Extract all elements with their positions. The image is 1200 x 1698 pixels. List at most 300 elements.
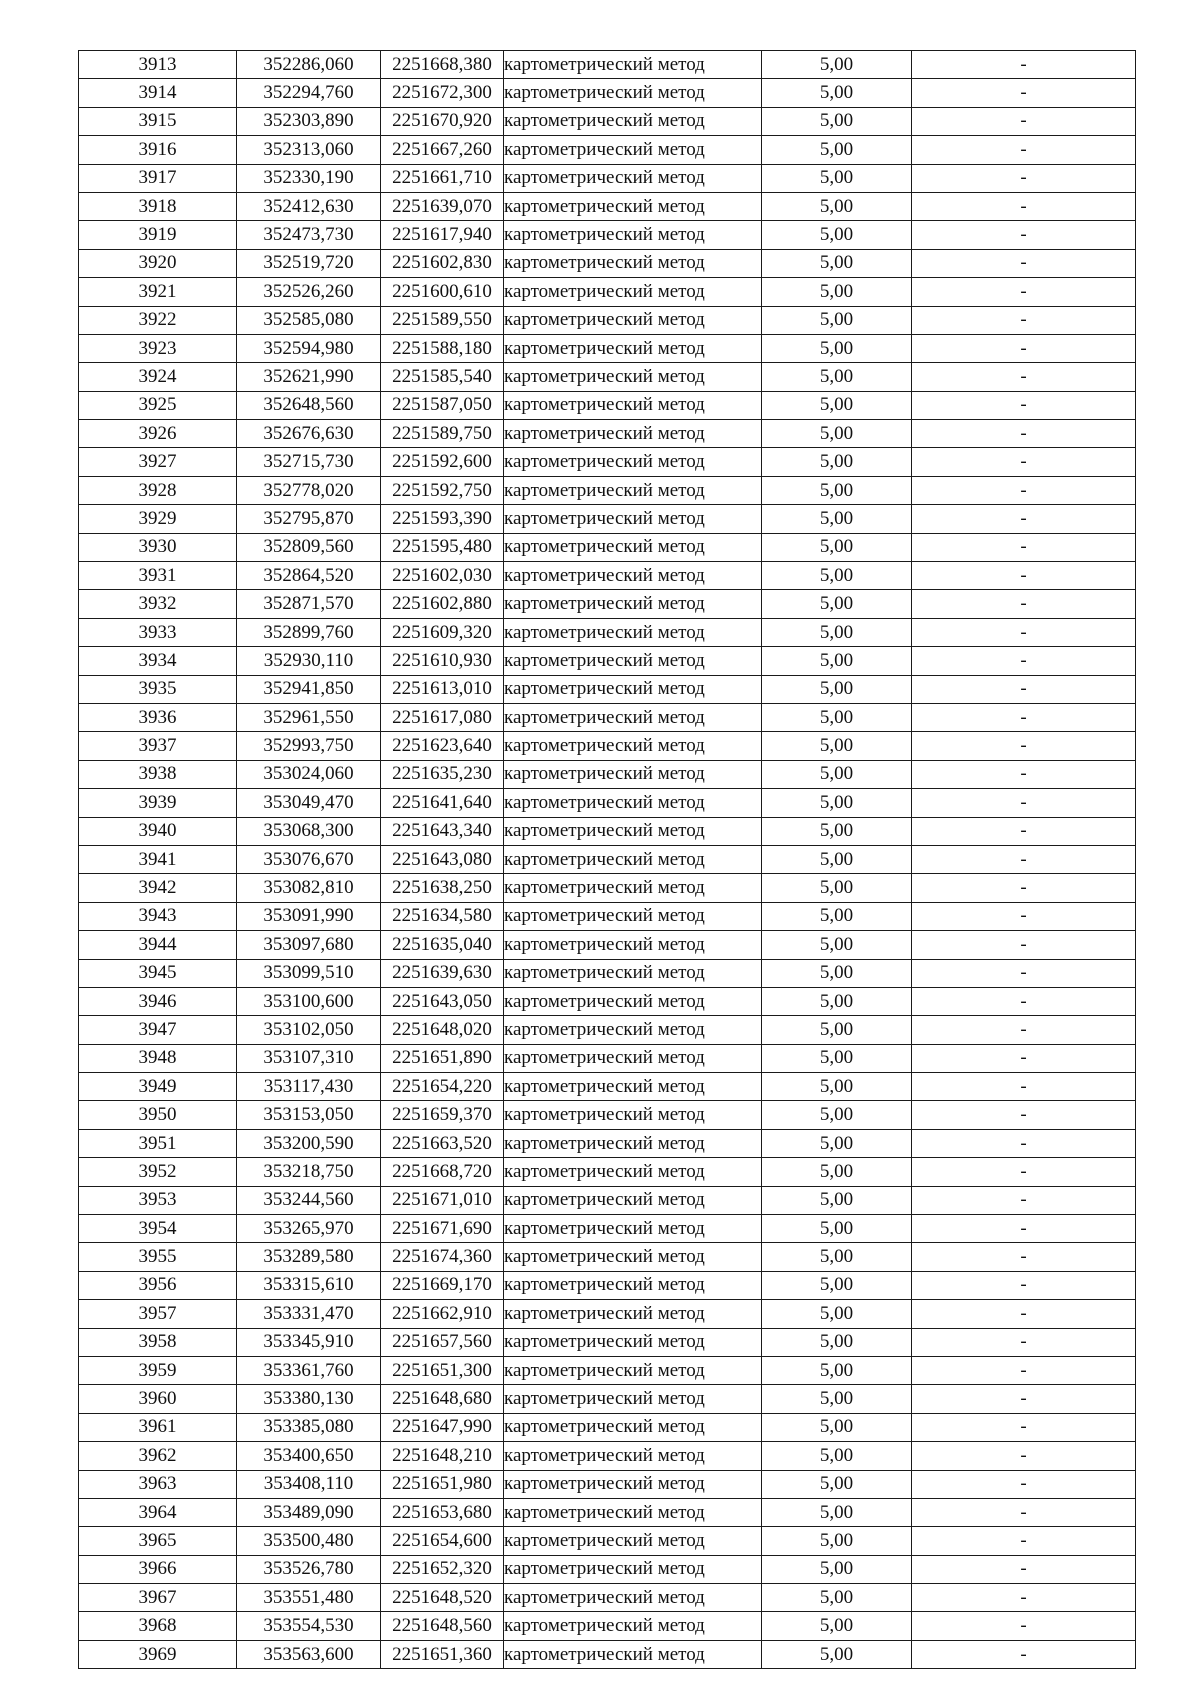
- y-coordinate-cell: 2251651,890: [381, 1044, 504, 1072]
- x-coordinate-cell: 352930,110: [237, 647, 381, 675]
- point-number-cell: 3918: [79, 192, 237, 220]
- x-coordinate-cell: 352961,550: [237, 703, 381, 731]
- accuracy-cell: 5,00: [762, 533, 912, 561]
- note-cell: -: [912, 1129, 1136, 1157]
- method-cell: картометрический метод: [504, 1101, 762, 1129]
- note-cell: -: [912, 902, 1136, 930]
- method-cell: картометрический метод: [504, 79, 762, 107]
- table-row: [79, 1385, 1136, 1413]
- table-row: [79, 192, 1136, 220]
- method-cell: картометрический метод: [504, 1271, 762, 1299]
- accuracy-cell: 5,00: [762, 51, 912, 79]
- y-coordinate-cell: 2251585,540: [381, 363, 504, 391]
- point-number-cell: 3962: [79, 1442, 237, 1470]
- note-cell: -: [912, 1612, 1136, 1640]
- accuracy-cell: 5,00: [762, 618, 912, 646]
- point-number-cell: 3940: [79, 817, 237, 845]
- accuracy-cell: 5,00: [762, 817, 912, 845]
- accuracy-cell: 5,00: [762, 874, 912, 902]
- note-cell: -: [912, 845, 1136, 873]
- method-cell: картометрический метод: [504, 1300, 762, 1328]
- point-number-cell: 3963: [79, 1470, 237, 1498]
- table-row: [79, 874, 1136, 902]
- table-row: [79, 505, 1136, 533]
- point-number-cell: 3919: [79, 221, 237, 249]
- x-coordinate-cell: 353289,580: [237, 1243, 381, 1271]
- point-number-cell: 3920: [79, 249, 237, 277]
- table-row: [79, 1555, 1136, 1583]
- table-row: [79, 221, 1136, 249]
- x-coordinate-cell: 353091,990: [237, 902, 381, 930]
- table-row: [79, 902, 1136, 930]
- note-cell: -: [912, 647, 1136, 675]
- accuracy-cell: 5,00: [762, 1640, 912, 1668]
- note-cell: -: [912, 1101, 1136, 1129]
- table-row: [79, 1584, 1136, 1612]
- method-cell: картометрический метод: [504, 1129, 762, 1157]
- method-cell: картометрический метод: [504, 1215, 762, 1243]
- x-coordinate-cell: 353153,050: [237, 1101, 381, 1129]
- method-cell: картометрический метод: [504, 1640, 762, 1668]
- note-cell: -: [912, 420, 1136, 448]
- point-number-cell: 3927: [79, 448, 237, 476]
- method-cell: картометрический метод: [504, 306, 762, 334]
- table-row: [79, 1073, 1136, 1101]
- accuracy-cell: 5,00: [762, 1470, 912, 1498]
- point-number-cell: 3933: [79, 618, 237, 646]
- point-number-cell: 3967: [79, 1584, 237, 1612]
- x-coordinate-cell: 352330,190: [237, 164, 381, 192]
- method-cell: картометрический метод: [504, 590, 762, 618]
- table-row: [79, 334, 1136, 362]
- coordinates-table-body: [79, 51, 1136, 1669]
- method-cell: картометрический метод: [504, 1612, 762, 1640]
- point-number-cell: 3926: [79, 420, 237, 448]
- y-coordinate-cell: 2251667,260: [381, 136, 504, 164]
- point-number-cell: 3946: [79, 987, 237, 1015]
- note-cell: -: [912, 931, 1136, 959]
- table-row: [79, 79, 1136, 107]
- x-coordinate-cell: 352648,560: [237, 391, 381, 419]
- table-row: [79, 1470, 1136, 1498]
- x-coordinate-cell: 352473,730: [237, 221, 381, 249]
- note-cell: -: [912, 1044, 1136, 1072]
- accuracy-cell: 5,00: [762, 760, 912, 788]
- accuracy-cell: 5,00: [762, 1498, 912, 1526]
- method-cell: картометрический метод: [504, 760, 762, 788]
- y-coordinate-cell: 2251648,680: [381, 1385, 504, 1413]
- accuracy-cell: 5,00: [762, 732, 912, 760]
- method-cell: картометрический метод: [504, 420, 762, 448]
- point-number-cell: 3945: [79, 959, 237, 987]
- y-coordinate-cell: 2251662,910: [381, 1300, 504, 1328]
- point-number-cell: 3959: [79, 1356, 237, 1384]
- y-coordinate-cell: 2251638,250: [381, 874, 504, 902]
- table-row: [79, 845, 1136, 873]
- note-cell: -: [912, 817, 1136, 845]
- note-cell: -: [912, 51, 1136, 79]
- y-coordinate-cell: 2251648,210: [381, 1442, 504, 1470]
- point-number-cell: 3955: [79, 1243, 237, 1271]
- table-row: [79, 618, 1136, 646]
- accuracy-cell: 5,00: [762, 249, 912, 277]
- point-number-cell: 3930: [79, 533, 237, 561]
- accuracy-cell: 5,00: [762, 192, 912, 220]
- method-cell: картометрический метод: [504, 987, 762, 1015]
- point-number-cell: 3948: [79, 1044, 237, 1072]
- accuracy-cell: 5,00: [762, 1044, 912, 1072]
- table-row: [79, 987, 1136, 1015]
- table-row: [79, 420, 1136, 448]
- method-cell: картометрический метод: [504, 221, 762, 249]
- table-row: [79, 647, 1136, 675]
- x-coordinate-cell: 353385,080: [237, 1413, 381, 1441]
- note-cell: -: [912, 590, 1136, 618]
- accuracy-cell: 5,00: [762, 987, 912, 1015]
- table-row: [79, 1356, 1136, 1384]
- note-cell: -: [912, 249, 1136, 277]
- accuracy-cell: 5,00: [762, 931, 912, 959]
- point-number-cell: 3957: [79, 1300, 237, 1328]
- accuracy-cell: 5,00: [762, 1413, 912, 1441]
- x-coordinate-cell: 353024,060: [237, 760, 381, 788]
- method-cell: картометрический метод: [504, 959, 762, 987]
- point-number-cell: 3917: [79, 164, 237, 192]
- method-cell: картометрический метод: [504, 1470, 762, 1498]
- accuracy-cell: 5,00: [762, 703, 912, 731]
- y-coordinate-cell: 2251639,630: [381, 959, 504, 987]
- point-number-cell: 3941: [79, 845, 237, 873]
- y-coordinate-cell: 2251643,340: [381, 817, 504, 845]
- y-coordinate-cell: 2251671,010: [381, 1186, 504, 1214]
- method-cell: картометрический метод: [504, 51, 762, 79]
- note-cell: -: [912, 1584, 1136, 1612]
- y-coordinate-cell: 2251654,600: [381, 1527, 504, 1555]
- y-coordinate-cell: 2251635,040: [381, 931, 504, 959]
- point-number-cell: 3947: [79, 1016, 237, 1044]
- y-coordinate-cell: 2251602,880: [381, 590, 504, 618]
- y-coordinate-cell: 2251653,680: [381, 1498, 504, 1526]
- y-coordinate-cell: 2251635,230: [381, 760, 504, 788]
- method-cell: картометрический метод: [504, 845, 762, 873]
- y-coordinate-cell: 2251672,300: [381, 79, 504, 107]
- method-cell: картометрический метод: [504, 1442, 762, 1470]
- accuracy-cell: 5,00: [762, 959, 912, 987]
- method-cell: картометрический метод: [504, 902, 762, 930]
- accuracy-cell: 5,00: [762, 334, 912, 362]
- point-number-cell: 3915: [79, 107, 237, 135]
- method-cell: картометрический метод: [504, 278, 762, 306]
- x-coordinate-cell: 353345,910: [237, 1328, 381, 1356]
- note-cell: -: [912, 874, 1136, 902]
- x-coordinate-cell: 352809,560: [237, 533, 381, 561]
- note-cell: -: [912, 789, 1136, 817]
- point-number-cell: 3950: [79, 1101, 237, 1129]
- table-row: [79, 363, 1136, 391]
- table-row: [79, 959, 1136, 987]
- table-row: [79, 164, 1136, 192]
- note-cell: -: [912, 1385, 1136, 1413]
- y-coordinate-cell: 2251652,320: [381, 1555, 504, 1583]
- note-cell: -: [912, 1470, 1136, 1498]
- coordinates-table: [78, 50, 1136, 1669]
- method-cell: картометрический метод: [504, 1498, 762, 1526]
- method-cell: картометрический метод: [504, 1385, 762, 1413]
- note-cell: -: [912, 136, 1136, 164]
- x-coordinate-cell: 353097,680: [237, 931, 381, 959]
- point-number-cell: 3951: [79, 1129, 237, 1157]
- x-coordinate-cell: 352795,870: [237, 505, 381, 533]
- accuracy-cell: 5,00: [762, 1300, 912, 1328]
- point-number-cell: 3969: [79, 1640, 237, 1668]
- note-cell: -: [912, 1158, 1136, 1186]
- point-number-cell: 3953: [79, 1186, 237, 1214]
- note-cell: -: [912, 1356, 1136, 1384]
- y-coordinate-cell: 2251648,520: [381, 1584, 504, 1612]
- x-coordinate-cell: 353102,050: [237, 1016, 381, 1044]
- x-coordinate-cell: 353489,090: [237, 1498, 381, 1526]
- x-coordinate-cell: 353200,590: [237, 1129, 381, 1157]
- accuracy-cell: 5,00: [762, 278, 912, 306]
- x-coordinate-cell: 352993,750: [237, 732, 381, 760]
- method-cell: картометрический метод: [504, 1328, 762, 1356]
- accuracy-cell: 5,00: [762, 1271, 912, 1299]
- note-cell: -: [912, 703, 1136, 731]
- method-cell: картометрический метод: [504, 391, 762, 419]
- note-cell: -: [912, 1413, 1136, 1441]
- x-coordinate-cell: 353049,470: [237, 789, 381, 817]
- note-cell: -: [912, 221, 1136, 249]
- y-coordinate-cell: 2251641,640: [381, 789, 504, 817]
- method-cell: картометрический метод: [504, 136, 762, 164]
- x-coordinate-cell: 352941,850: [237, 675, 381, 703]
- table-row: [79, 51, 1136, 79]
- accuracy-cell: 5,00: [762, 391, 912, 419]
- note-cell: -: [912, 1016, 1136, 1044]
- table-row: [79, 476, 1136, 504]
- note-cell: -: [912, 732, 1136, 760]
- accuracy-cell: 5,00: [762, 1215, 912, 1243]
- y-coordinate-cell: 2251589,750: [381, 420, 504, 448]
- note-cell: -: [912, 363, 1136, 391]
- method-cell: картометрический метод: [504, 1158, 762, 1186]
- table-row: [79, 1186, 1136, 1214]
- accuracy-cell: 5,00: [762, 1527, 912, 1555]
- point-number-cell: 3966: [79, 1555, 237, 1583]
- table-row: [79, 1271, 1136, 1299]
- point-number-cell: 3954: [79, 1215, 237, 1243]
- x-coordinate-cell: 353068,300: [237, 817, 381, 845]
- method-cell: картометрический метод: [504, 1527, 762, 1555]
- note-cell: -: [912, 334, 1136, 362]
- accuracy-cell: 5,00: [762, 590, 912, 618]
- x-coordinate-cell: 353408,110: [237, 1470, 381, 1498]
- table-row: [79, 1300, 1136, 1328]
- method-cell: картометрический метод: [504, 1044, 762, 1072]
- point-number-cell: 3943: [79, 902, 237, 930]
- y-coordinate-cell: 2251623,640: [381, 732, 504, 760]
- point-number-cell: 3961: [79, 1413, 237, 1441]
- table-row: [79, 1442, 1136, 1470]
- accuracy-cell: 5,00: [762, 647, 912, 675]
- x-coordinate-cell: 352303,890: [237, 107, 381, 135]
- accuracy-cell: 5,00: [762, 1073, 912, 1101]
- method-cell: картометрический метод: [504, 789, 762, 817]
- table-row: [79, 136, 1136, 164]
- table-row: [79, 1413, 1136, 1441]
- y-coordinate-cell: 2251670,920: [381, 107, 504, 135]
- method-cell: картометрический метод: [504, 533, 762, 561]
- note-cell: -: [912, 1442, 1136, 1470]
- method-cell: картометрический метод: [504, 1356, 762, 1384]
- note-cell: -: [912, 1243, 1136, 1271]
- point-number-cell: 3942: [79, 874, 237, 902]
- note-cell: -: [912, 1527, 1136, 1555]
- method-cell: картометрический метод: [504, 192, 762, 220]
- note-cell: -: [912, 79, 1136, 107]
- accuracy-cell: 5,00: [762, 136, 912, 164]
- y-coordinate-cell: 2251669,170: [381, 1271, 504, 1299]
- y-coordinate-cell: 2251661,710: [381, 164, 504, 192]
- point-number-cell: 3968: [79, 1612, 237, 1640]
- y-coordinate-cell: 2251648,560: [381, 1612, 504, 1640]
- y-coordinate-cell: 2251592,750: [381, 476, 504, 504]
- note-cell: -: [912, 448, 1136, 476]
- note-cell: -: [912, 1640, 1136, 1668]
- method-cell: картометрический метод: [504, 647, 762, 675]
- accuracy-cell: 5,00: [762, 1158, 912, 1186]
- x-coordinate-cell: 352621,990: [237, 363, 381, 391]
- accuracy-cell: 5,00: [762, 1612, 912, 1640]
- note-cell: -: [912, 533, 1136, 561]
- accuracy-cell: 5,00: [762, 420, 912, 448]
- table-row: [79, 1101, 1136, 1129]
- point-number-cell: 3965: [79, 1527, 237, 1555]
- x-coordinate-cell: 352871,570: [237, 590, 381, 618]
- point-number-cell: 3925: [79, 391, 237, 419]
- table-row: [79, 789, 1136, 817]
- method-cell: картометрический метод: [504, 1016, 762, 1044]
- note-cell: -: [912, 192, 1136, 220]
- x-coordinate-cell: 353100,600: [237, 987, 381, 1015]
- table-row: [79, 1328, 1136, 1356]
- x-coordinate-cell: 353331,470: [237, 1300, 381, 1328]
- x-coordinate-cell: 352519,720: [237, 249, 381, 277]
- y-coordinate-cell: 2251674,360: [381, 1243, 504, 1271]
- y-coordinate-cell: 2251651,360: [381, 1640, 504, 1668]
- point-number-cell: 3923: [79, 334, 237, 362]
- point-number-cell: 3960: [79, 1385, 237, 1413]
- method-cell: картометрический метод: [504, 107, 762, 135]
- accuracy-cell: 5,00: [762, 505, 912, 533]
- accuracy-cell: 5,00: [762, 1186, 912, 1214]
- point-number-cell: 3939: [79, 789, 237, 817]
- accuracy-cell: 5,00: [762, 1555, 912, 1583]
- point-number-cell: 3935: [79, 675, 237, 703]
- note-cell: -: [912, 562, 1136, 590]
- accuracy-cell: 5,00: [762, 1016, 912, 1044]
- table-row: [79, 107, 1136, 135]
- accuracy-cell: 5,00: [762, 79, 912, 107]
- y-coordinate-cell: 2251643,080: [381, 845, 504, 873]
- table-row: [79, 1498, 1136, 1526]
- note-cell: -: [912, 1300, 1136, 1328]
- note-cell: -: [912, 476, 1136, 504]
- accuracy-cell: 5,00: [762, 1243, 912, 1271]
- x-coordinate-cell: 353500,480: [237, 1527, 381, 1555]
- method-cell: картометрический метод: [504, 675, 762, 703]
- point-number-cell: 3914: [79, 79, 237, 107]
- accuracy-cell: 5,00: [762, 448, 912, 476]
- point-number-cell: 3922: [79, 306, 237, 334]
- y-coordinate-cell: 2251600,610: [381, 278, 504, 306]
- x-coordinate-cell: 353107,310: [237, 1044, 381, 1072]
- table-row: [79, 1215, 1136, 1243]
- y-coordinate-cell: 2251610,930: [381, 647, 504, 675]
- x-coordinate-cell: 353244,560: [237, 1186, 381, 1214]
- note-cell: -: [912, 675, 1136, 703]
- table-row: [79, 1527, 1136, 1555]
- table-row: [79, 533, 1136, 561]
- accuracy-cell: 5,00: [762, 1356, 912, 1384]
- table-row: [79, 562, 1136, 590]
- note-cell: -: [912, 1498, 1136, 1526]
- point-number-cell: 3964: [79, 1498, 237, 1526]
- method-cell: картометрический метод: [504, 334, 762, 362]
- y-coordinate-cell: 2251663,520: [381, 1129, 504, 1157]
- note-cell: -: [912, 107, 1136, 135]
- accuracy-cell: 5,00: [762, 1328, 912, 1356]
- method-cell: картометрический метод: [504, 164, 762, 192]
- x-coordinate-cell: 352864,520: [237, 562, 381, 590]
- point-number-cell: 3929: [79, 505, 237, 533]
- x-coordinate-cell: 352585,080: [237, 306, 381, 334]
- y-coordinate-cell: 2251602,830: [381, 249, 504, 277]
- accuracy-cell: 5,00: [762, 107, 912, 135]
- method-cell: картометрический метод: [504, 448, 762, 476]
- method-cell: картометрический метод: [504, 1243, 762, 1271]
- accuracy-cell: 5,00: [762, 221, 912, 249]
- note-cell: -: [912, 760, 1136, 788]
- point-number-cell: 3928: [79, 476, 237, 504]
- y-coordinate-cell: 2251595,480: [381, 533, 504, 561]
- method-cell: картометрический метод: [504, 618, 762, 646]
- note-cell: -: [912, 1555, 1136, 1583]
- method-cell: картометрический метод: [504, 732, 762, 760]
- x-coordinate-cell: 352778,020: [237, 476, 381, 504]
- y-coordinate-cell: 2251602,030: [381, 562, 504, 590]
- accuracy-cell: 5,00: [762, 675, 912, 703]
- point-number-cell: 3932: [79, 590, 237, 618]
- x-coordinate-cell: 352594,980: [237, 334, 381, 362]
- point-number-cell: 3934: [79, 647, 237, 675]
- x-coordinate-cell: 352412,630: [237, 192, 381, 220]
- method-cell: картометрический метод: [504, 249, 762, 277]
- table-row: [79, 1640, 1136, 1668]
- point-number-cell: 3913: [79, 51, 237, 79]
- table-row: [79, 306, 1136, 334]
- y-coordinate-cell: 2251592,600: [381, 448, 504, 476]
- table-row: [79, 1243, 1136, 1271]
- y-coordinate-cell: 2251659,370: [381, 1101, 504, 1129]
- x-coordinate-cell: 353265,970: [237, 1215, 381, 1243]
- accuracy-cell: 5,00: [762, 562, 912, 590]
- method-cell: картометрический метод: [504, 1186, 762, 1214]
- table-row: [79, 732, 1136, 760]
- table-row: [79, 1612, 1136, 1640]
- accuracy-cell: 5,00: [762, 789, 912, 817]
- note-cell: -: [912, 505, 1136, 533]
